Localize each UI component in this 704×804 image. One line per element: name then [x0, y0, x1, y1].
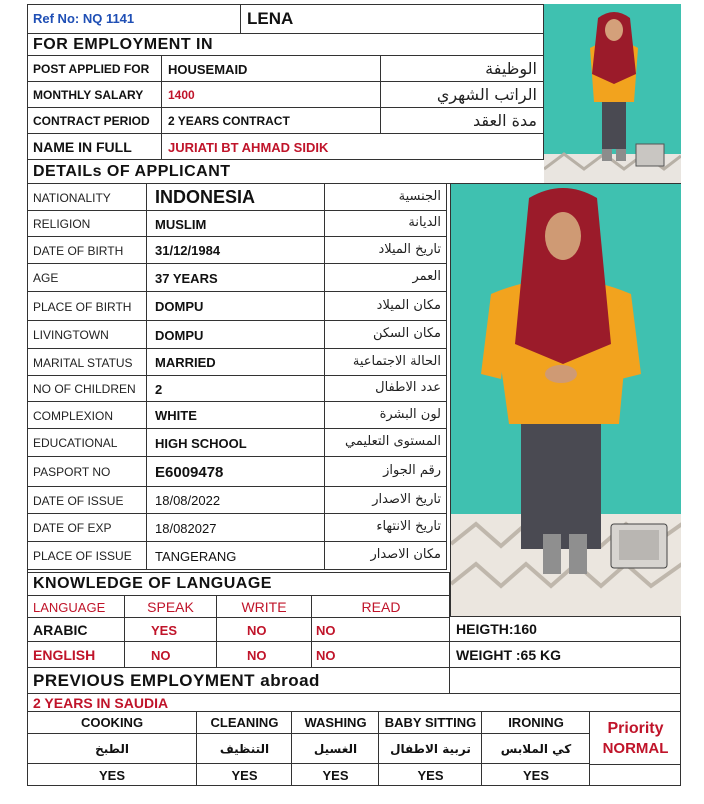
- col-read: READ: [361, 599, 401, 615]
- post-value: HOUSEMAID: [162, 56, 381, 82]
- detail-value: 18/08/2022: [147, 487, 325, 514]
- skill-name: WASHING: [292, 712, 379, 734]
- previous-value-text: 2 YEARS IN SAUDIA: [33, 694, 169, 711]
- skill-arabic: التنظيف: [197, 734, 292, 764]
- detail-value: E6009478: [147, 457, 325, 487]
- salary-value: 1400: [162, 82, 381, 108]
- detail-row: [27, 514, 447, 542]
- skill-value: YES: [98, 767, 125, 783]
- language-header-row: [27, 596, 450, 618]
- previous-value: [27, 694, 681, 712]
- detail-arabic: المستوى التعليمي: [345, 434, 441, 449]
- detail-value: DOMPU: [147, 292, 325, 321]
- detail-arabic: مكان الميلاد: [376, 297, 441, 313]
- col-write: WRITE: [217, 596, 312, 618]
- period-value: 2 YEARS CONTRACT: [162, 108, 381, 134]
- salary-label: MONTHLY SALARY: [27, 82, 162, 108]
- language-row-arabic: [27, 618, 450, 642]
- employment-heading-text: FOR EMPLOYMENT IN: [33, 35, 214, 53]
- code-name-text: LENA: [247, 8, 294, 28]
- detail-arabic: العمر: [412, 269, 441, 284]
- language-speak: YES: [125, 618, 217, 642]
- code-name: [241, 4, 544, 34]
- detail-label: AGE: [27, 264, 147, 292]
- applicant-photo-small: [544, 4, 681, 184]
- detail-row: [27, 321, 447, 349]
- skill-arabic: كي الملابس: [482, 734, 590, 764]
- period-arabic: مدة العقد: [473, 111, 537, 130]
- previous-blank: [450, 668, 681, 694]
- previous-heading: [27, 668, 450, 694]
- skill-column: [27, 712, 197, 786]
- detail-label: NO OF CHILDREN: [27, 376, 147, 402]
- skill-name: COOKING: [27, 712, 197, 734]
- name-row: [27, 134, 544, 160]
- skill-column: [379, 712, 482, 786]
- post-arabic: الوظيفة: [485, 59, 537, 78]
- details-heading-text: DETAILs OF APPLICANT: [33, 162, 231, 180]
- col-speak: SPEAK: [125, 596, 217, 618]
- detail-label: MARITAL STATUS: [27, 349, 147, 376]
- language-row-english: [27, 642, 450, 668]
- detail-label: PLACE OF ISSUE: [27, 542, 147, 570]
- skill-arabic: تربية الاطفال: [379, 734, 482, 764]
- skill-value: YES: [231, 767, 258, 783]
- language-speak: NO: [125, 642, 217, 668]
- detail-label: DATE OF EXP: [27, 514, 147, 542]
- weight-box: [450, 642, 681, 668]
- period-row: [27, 108, 544, 134]
- skill-column: [482, 712, 590, 786]
- employment-heading: [27, 34, 544, 56]
- skill-value: YES: [322, 767, 349, 783]
- detail-arabic: الديانة: [408, 215, 441, 230]
- detail-arabic: مكان الاصدار: [370, 547, 441, 562]
- name-label: NAME IN FULL: [27, 134, 162, 160]
- detail-row: [27, 429, 447, 457]
- detail-label: DATE OF BIRTH: [27, 237, 147, 264]
- post-row: [27, 56, 544, 82]
- salary-row: [27, 82, 544, 108]
- detail-arabic: الحالة الاجتماعية: [352, 353, 441, 369]
- detail-value: 18/082027: [147, 514, 325, 542]
- language-heading: [27, 572, 450, 596]
- applicant-photo-large: [450, 184, 681, 616]
- detail-arabic: تاريخ الانتهاء: [376, 519, 441, 534]
- detail-value: 31/12/1984: [147, 237, 325, 264]
- detail-row: [27, 376, 447, 402]
- period-label: CONTRACT PERIOD: [27, 108, 162, 134]
- priority-cell: [590, 712, 681, 764]
- previous-heading-text: PREVIOUS EMPLOYMENT abroad: [33, 670, 320, 690]
- language-write: NO: [217, 642, 312, 668]
- detail-arabic: تاريخ الاصدار: [372, 491, 441, 507]
- weight-text: WEIGHT :65 KG: [456, 646, 562, 663]
- detail-arabic: تاريخ الميلاد: [378, 241, 441, 257]
- detail-row: [27, 402, 447, 429]
- detail-row: [27, 264, 447, 292]
- skill-value: YES: [522, 767, 549, 783]
- skill-value: YES: [417, 767, 444, 783]
- detail-label: COMPLEXION: [27, 402, 147, 429]
- skill-name: IRONING: [482, 712, 590, 734]
- detail-label: PLACE OF BIRTH: [27, 292, 147, 321]
- detail-arabic: مكان السكن: [372, 326, 441, 341]
- detail-arabic: الجنسية: [398, 188, 441, 204]
- col-language: LANGUAGE: [27, 596, 125, 618]
- detail-value: 2: [147, 376, 325, 402]
- detail-label: DATE OF ISSUE: [27, 487, 147, 514]
- detail-label: RELIGION: [27, 211, 147, 237]
- height-text: HEIGTH:160: [456, 621, 537, 637]
- detail-value: MARRIED: [147, 349, 325, 376]
- detail-row: [27, 542, 447, 570]
- salary-arabic: الراتب الشهري: [436, 85, 537, 104]
- language-name: ARABIC: [27, 618, 125, 642]
- language-write: NO: [217, 618, 312, 642]
- detail-row: [27, 237, 447, 264]
- height-box: [450, 616, 681, 642]
- detail-arabic: رقم الجواز: [383, 463, 441, 478]
- detail-row: [27, 184, 447, 211]
- language-read: NO: [316, 622, 336, 638]
- skill-column: [292, 712, 379, 786]
- priority-label: Priority: [607, 719, 664, 737]
- detail-row: [27, 292, 447, 321]
- skills-table: [27, 712, 681, 786]
- details-heading: [27, 160, 544, 184]
- detail-label: LIVINGTOWN: [27, 321, 147, 349]
- detail-value: DOMPU: [147, 321, 325, 349]
- detail-label: EDUCATIONAL: [27, 429, 147, 457]
- skill-name: BABY SITTING: [379, 712, 482, 734]
- priority-divider: [590, 764, 681, 765]
- detail-value: WHITE: [147, 402, 325, 429]
- detail-value: 37 YEARS: [147, 264, 325, 292]
- detail-arabic: لون البشرة: [379, 406, 441, 422]
- priority-value: NORMAL: [602, 739, 669, 757]
- skill-column: [197, 712, 292, 786]
- name-value: JURIATI BT AHMAD SIDIK: [168, 139, 329, 155]
- language-read: NO: [316, 647, 336, 663]
- detail-value: TANGERANG: [147, 542, 325, 570]
- language-name: ENGLISH: [27, 642, 125, 668]
- detail-value: MUSLIM: [147, 211, 325, 237]
- ref-number: [27, 4, 241, 34]
- details-table: [27, 184, 447, 570]
- skill-arabic: الطبخ: [27, 734, 197, 764]
- detail-row: [27, 457, 447, 487]
- post-label: POST APPLIED FOR: [27, 56, 162, 82]
- detail-row: [27, 349, 447, 376]
- skill-name: CLEANING: [197, 712, 292, 734]
- detail-row: [27, 211, 447, 237]
- detail-value: INDONESIA: [147, 184, 325, 211]
- detail-arabic: عدد الاطفال: [375, 380, 441, 395]
- detail-value: HIGH SCHOOL: [147, 429, 325, 457]
- detail-label: NATIONALITY: [27, 184, 147, 211]
- language-heading-text: KNOWLEDGE OF LANGUAGE: [33, 575, 272, 592]
- detail-row: [27, 487, 447, 514]
- detail-label: PASPORT NO: [27, 457, 147, 487]
- skill-arabic: الغسيل: [292, 734, 379, 764]
- ref-number-text: Ref No: NQ 1141: [33, 11, 135, 26]
